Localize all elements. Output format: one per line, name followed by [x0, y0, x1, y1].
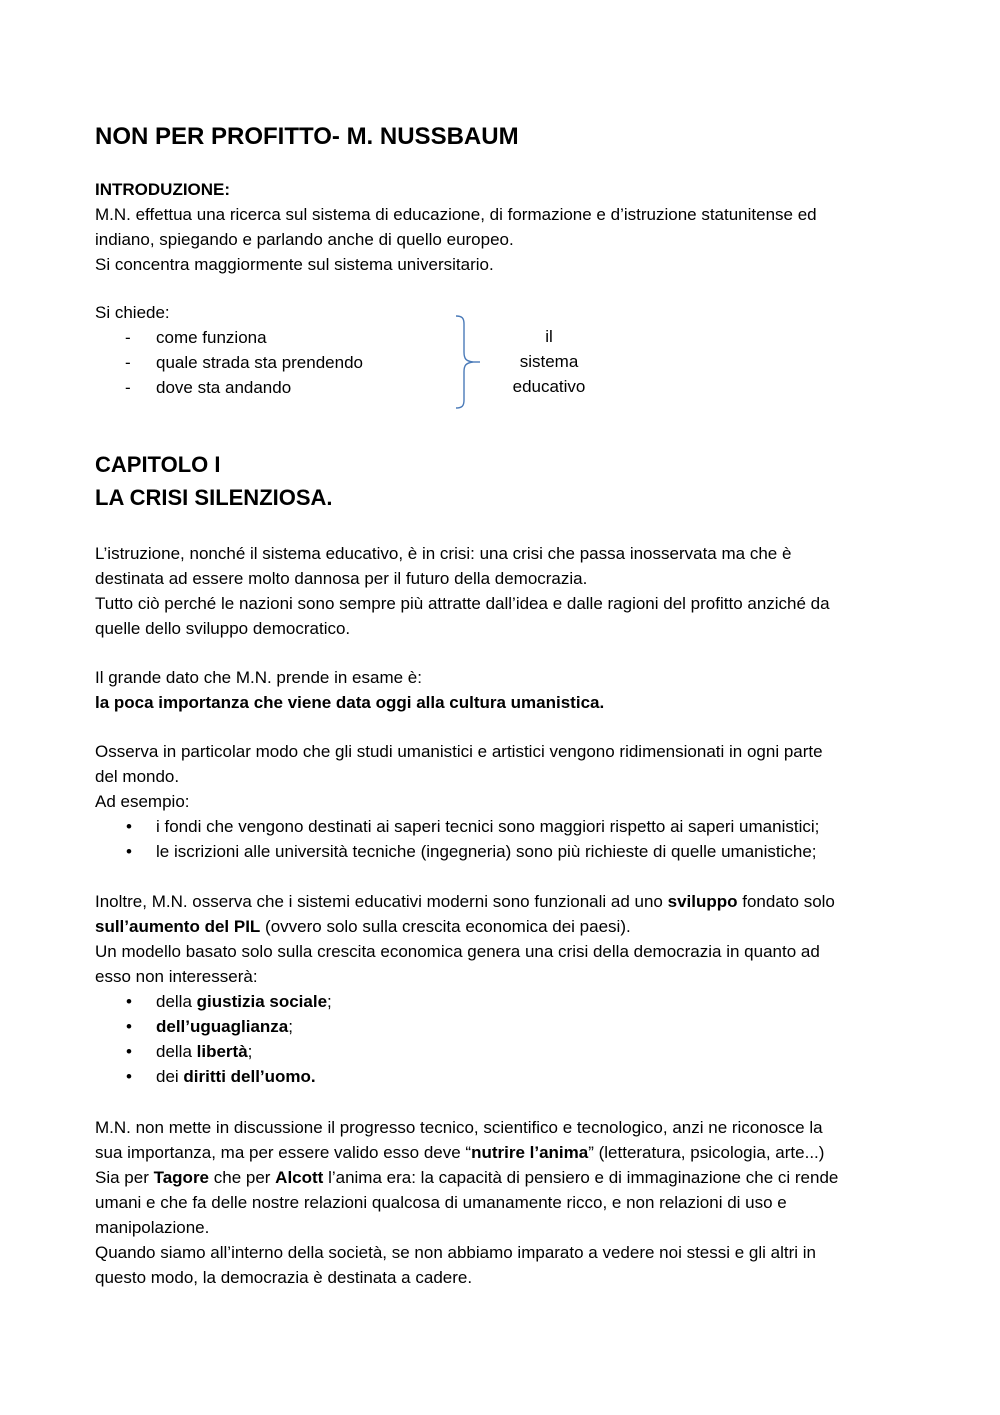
- list-item: - quale strada sta prendendo: [95, 350, 905, 375]
- list-item: • della libertà;: [95, 1039, 905, 1064]
- bullet-marker: •: [126, 1017, 132, 1036]
- paragraph-4: Inoltre, M.N. osserva che i sistemi educativi moderni sono funzionali ad uno sviluppo fondato solo sull’aumento del PIL (ovvero solo sulla crescita economica dei paesi). Un modello basato solo sulla crescita economica genera una crisi della democrazia in quanto ad esso non interesserà: • della giustizia sociale; • dell’uguaglianza; • della libertà; • dei diritti dell’uomo.: [95, 889, 905, 1089]
- list-item: • le iscrizioni alle università tecniche (ingegneria) sono più richieste di quelle umanistiche;: [95, 839, 905, 864]
- chapter-title: LA CRISI SILENZIOSA.: [95, 485, 333, 510]
- list-item: • della giustizia sociale;: [95, 989, 905, 1014]
- bullet-marker: •: [126, 1042, 132, 1061]
- dash-marker: -: [125, 378, 131, 397]
- list-item: • dei diritti dell’uomo.: [95, 1064, 905, 1089]
- paragraph-5: M.N. non mette in discussione il progresso tecnico, scientifico e tecnologico, anzi ne riconosce la sua importanza, ma per essere valido esso deve “nutrire l’anima” (letteratura, psicologia, arte...) Sia per Tagore che per Alcott l’anima era: la capacità di pensiero e di immaginazione che ci rende umani e che fa delle nostre relazioni qualcosa di umanamente ricco, e non relazioni di uso e manipolazione. Quando siamo all’interno della società, se non abbiamo imparato a vedere noi stessi e gli altri in questo modo, la democrazia è destinata a cadere.: [95, 1118, 839, 1287]
- bullet-marker: •: [126, 842, 132, 861]
- bullet-marker: •: [126, 992, 132, 1011]
- intro-section: [95, 177, 905, 277]
- intro-heading: INTRODUZIONE:: [95, 180, 231, 199]
- examples-list: [95, 814, 905, 864]
- key-statement: la poca importanza che viene data oggi alla cultura umanistica.: [95, 693, 605, 712]
- right-brace-icon: [447, 314, 487, 410]
- list-item: • dell’uguaglianza;: [95, 1014, 905, 1039]
- dash-marker: -: [125, 328, 131, 347]
- document-title: NON PER PROFITTO- M. NUSSBAUM: [95, 123, 519, 150]
- bullet-marker: •: [126, 817, 132, 836]
- bullet-marker: •: [126, 1067, 132, 1086]
- paragraph-1: L’istruzione, nonché il sistema educativo, è in crisi: una crisi che passa inosservata ma che è destinata ad essere molto dannosa per il futuro della democrazia. Tutto ciò perché le nazioni sono sempre più attratte dall’idea e dalle ragioni del profitto anziché da quelle dello sviluppo democratico.: [95, 544, 830, 638]
- intro-line-1: M.N. effettua una ricerca sul sistema di educazione, di formazione e d’istruzione statunitense ed: [95, 205, 817, 224]
- paragraph-2: Il grande dato che M.N. prende in esame è: la poca importanza che viene data oggi alla cultura umanistica.: [95, 665, 905, 715]
- intro-line-2: indiano, spiegando e parlando anche di quello europeo.: [95, 230, 514, 249]
- brace-label: il sistema educativo: [512, 327, 586, 396]
- asks-label: Si chiede:: [95, 303, 170, 322]
- intro-line-3: Si concentra maggiormente sul sistema universitario.: [95, 255, 494, 274]
- list-item: - come funziona: [95, 325, 905, 350]
- values-list: [95, 989, 905, 1089]
- list-item: - dove sta andando: [95, 375, 905, 400]
- list-item: • i fondi che vengono destinati ai saperi tecnici sono maggiori rispetto ai saperi umanistici;: [95, 814, 905, 839]
- dash-marker: -: [125, 353, 131, 372]
- chapter-number: CAPITOLO I: [95, 452, 221, 477]
- paragraph-3: Osserva in particolar modo che gli studi umanistici e artistici vengono ridimensionati in ogni parte del mondo. Ad esempio: • i fondi che vengono destinati ai saperi tecnici sono maggiori rispetto ai saperi umanistici; • le iscrizioni alle università tecniche (ingegneria) sono più richieste di quelle umanistiche;: [95, 739, 905, 864]
